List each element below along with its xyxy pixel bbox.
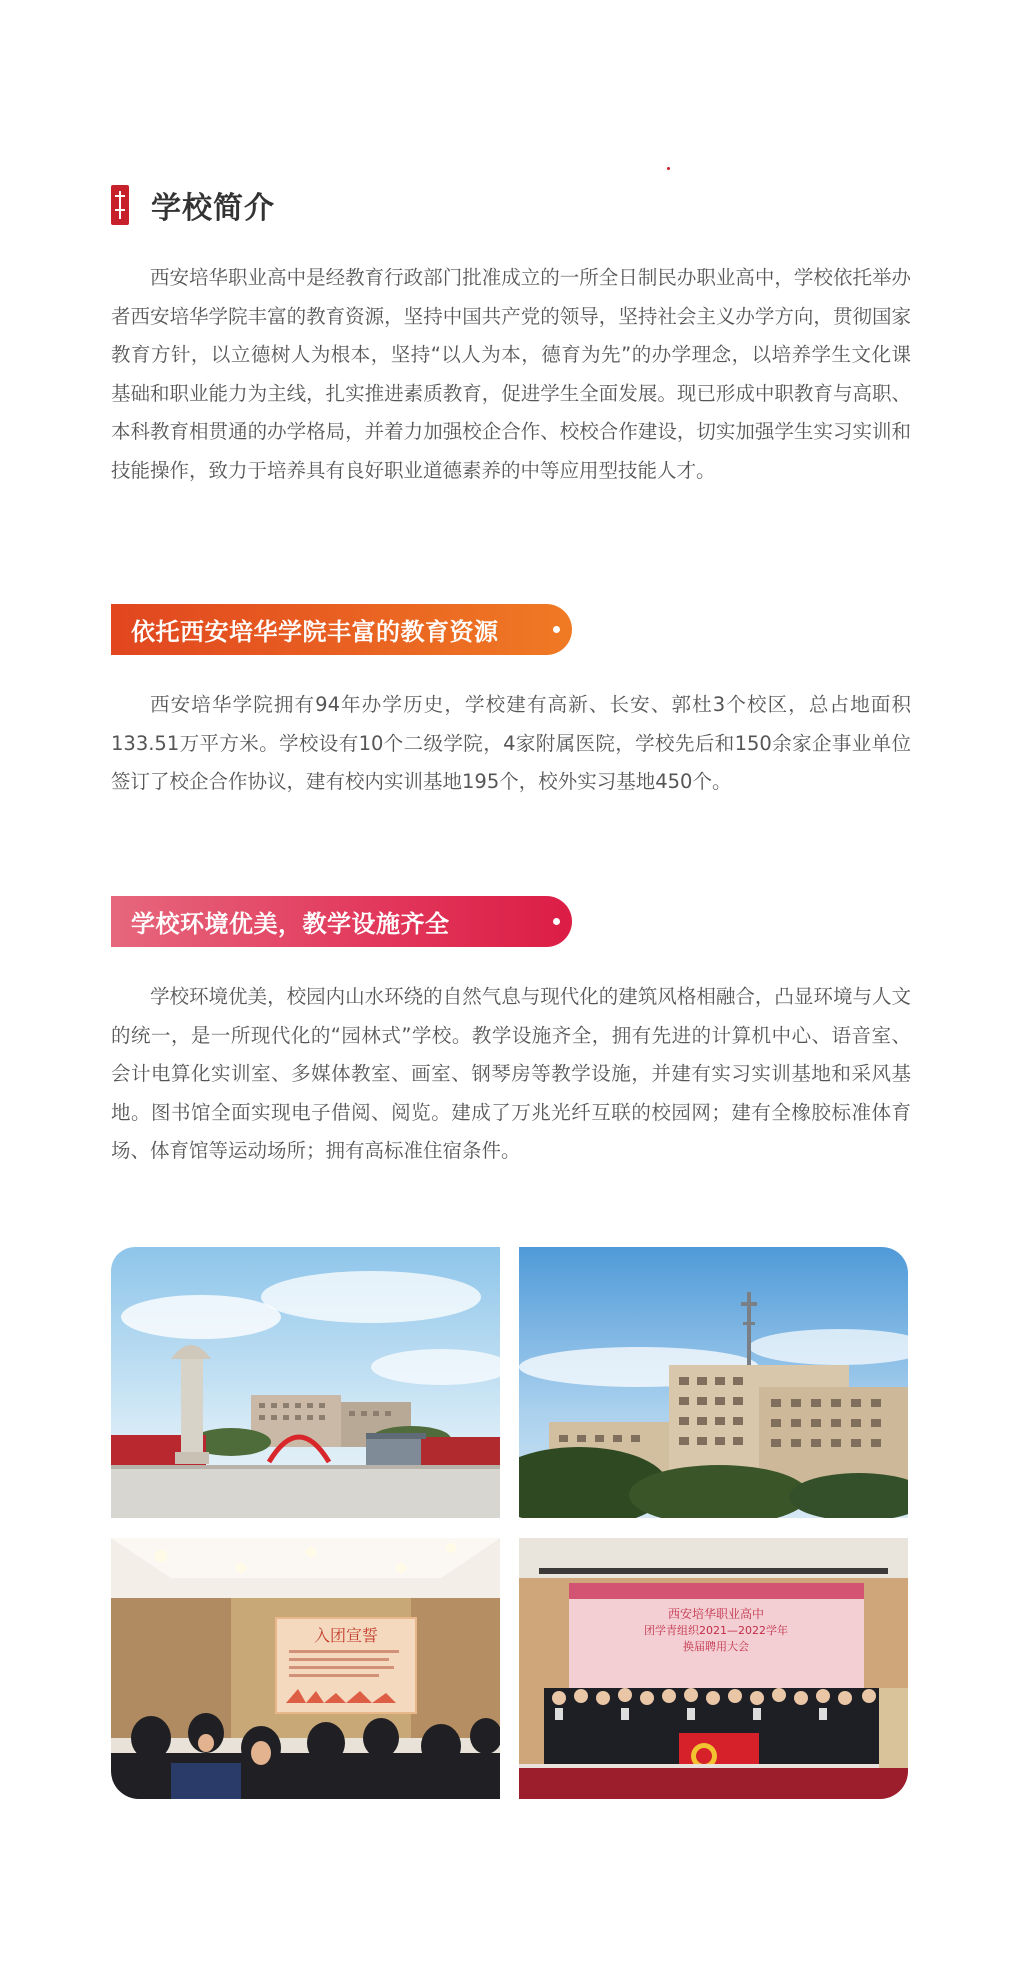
banner-title: 学校环境优美，教学设施齐全 — [131, 910, 450, 938]
decorative-dot — [667, 167, 670, 170]
intro-paragraph: 西安培华职业高中是经教育行政部门批准成立的一所全日制民办职业高中，学校依托举办者西安培华学院丰富的教育资源，坚持中国共产党的领导，坚持社会主义办学方向，贯彻国家教育方针，以立德树人为根本，坚持“以人为本，德育为先”的办学理念，以培养学生文化课基础和职业能力为主线，扎实推进素质教育，促进学生全面发展。现已形成中职教育与高职、本科教育相贯通的办学格局，并着力加强校企合作、校校合作建设，切实加强学生实习实训和技能操作，致力于培养具有良好职业道德素养的中等应用型技能人才。 — [111, 266, 911, 482]
group-meeting-photo — [519, 1538, 908, 1799]
screen-line-3: 换届聘用大会 — [683, 1640, 749, 1653]
environment-paragraph: 学校环境优美，校园内山水环绕的自然气息与现代化的建筑风格相融合，凸显环境与人文的统一，是一所现代化的“园林式”学校。教学设施齐全，拥有先进的计算机中心、语音室、会计电算化实训室、多媒体教室、画室、钢琴房等教学设施，并建有实习实训基地和采风基地。图书馆全面实现电子借阅、阅览。建成了万兆光纤互联的校园网；建有全橡胶标准体育场、体育馆等运动场所；拥有高标准住宿条件。 — [111, 985, 911, 1163]
seal-stamp-icon — [111, 185, 129, 225]
banner-dot — [553, 626, 560, 633]
screen-title: 入团宣誓 — [313, 1626, 379, 1645]
school-building-photo — [519, 1247, 908, 1518]
section-banner-resources — [111, 604, 572, 655]
screen-line-1: 西安培华职业高中 — [667, 1607, 765, 1621]
banner-title: 依托西安培华学院丰富的教育资源 — [131, 618, 499, 646]
oath-ceremony-photo — [111, 1538, 500, 1799]
campus-gate-photo — [111, 1247, 500, 1518]
section-banner-environment — [111, 896, 572, 947]
page-title: 学校简介 — [151, 191, 275, 226]
resources-paragraph: 西安培华学院拥有94年办学历史，学校建有高新、长安、郭杜3个校区，总占地面积133.51万平方米。学校设有10个二级学院，4家附属医院，学校先后和150余家企事业单位签订了校企合作协议，建有校内实训基地195个，校外实习基地450个。 — [111, 693, 911, 794]
section-header — [111, 183, 275, 227]
banner-dot — [553, 918, 560, 925]
screen-line-2: 团学青组织2021—2022学年 — [644, 1624, 788, 1637]
